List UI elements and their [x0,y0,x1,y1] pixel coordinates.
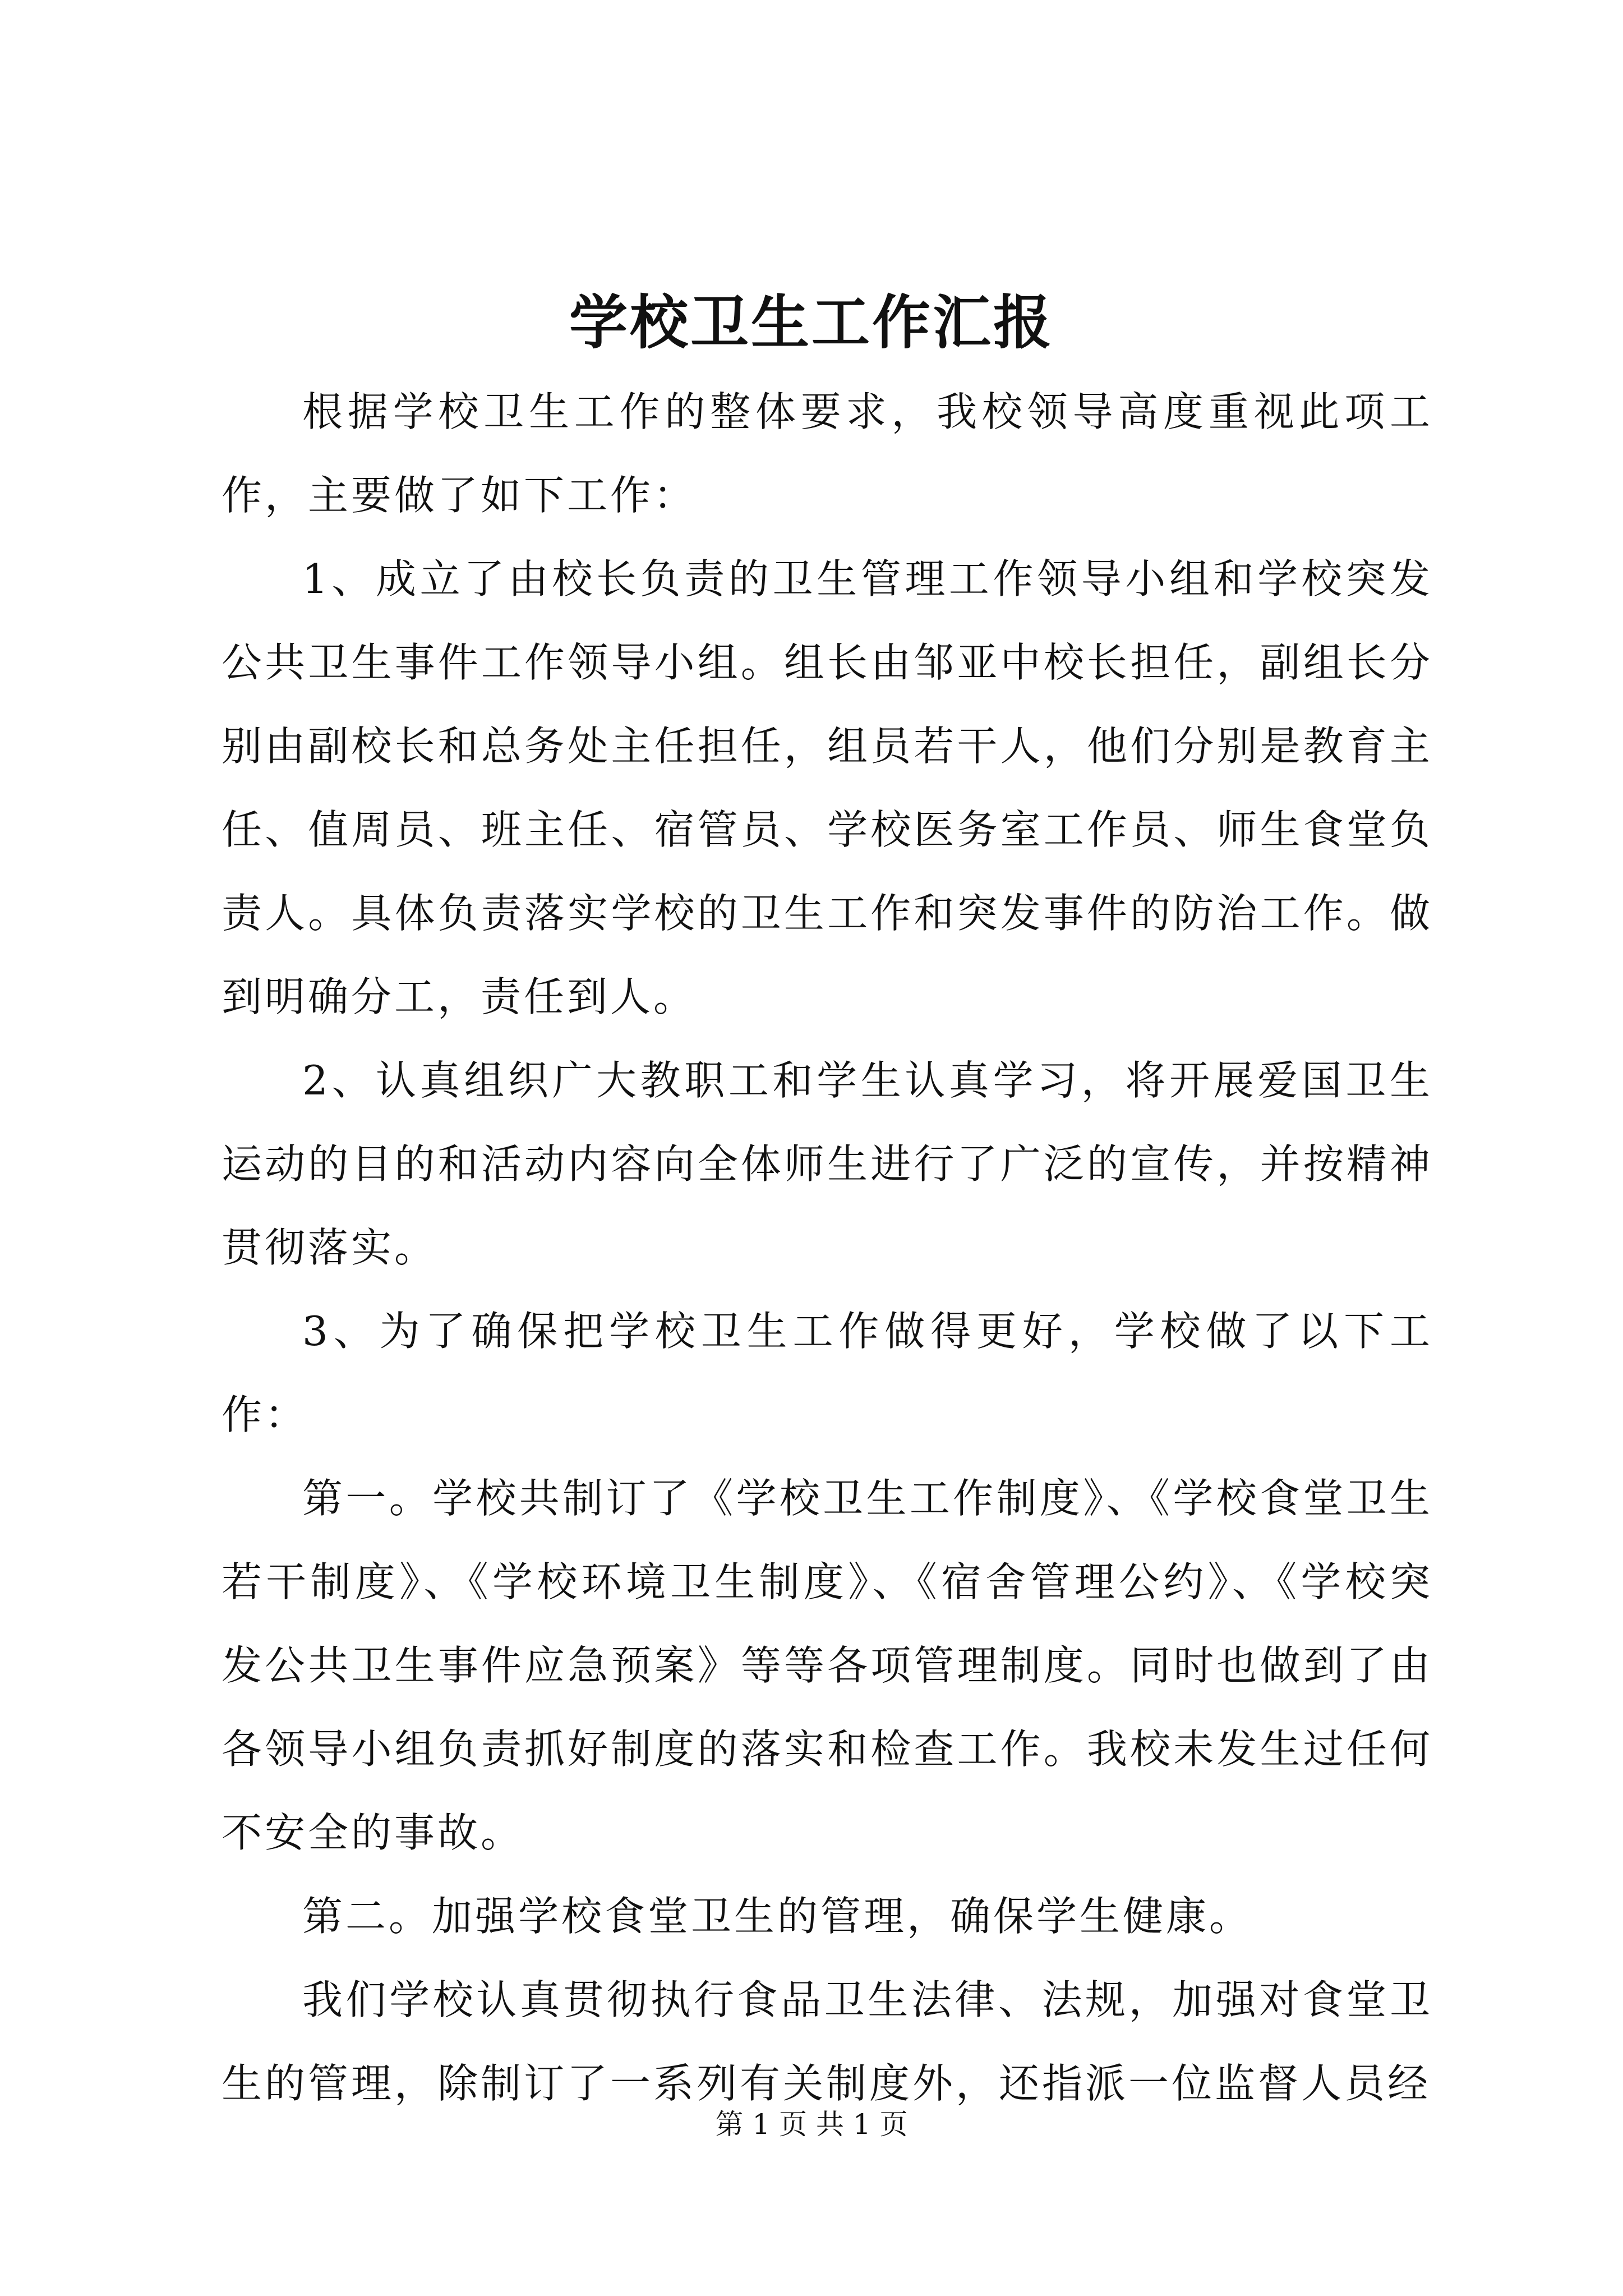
page-footer: 第 1 页 共 1 页 [715,2108,908,2141]
paragraph-intro: 根据学校卫生工作的整体要求，我校领导高度重视此项工作，主要做了如下工作： [222,388,1433,519]
paragraph-item-2: 2、认真组织广大教职工和学生认真学习，将开展爱国卫生运动的目的和活动内容向全体师生进行了广泛的宣传，并按精神贯彻落实。 [222,1057,1433,1271]
paragraph-item-1: 1、成立了由校长负责的卫生管理工作领导小组和学校突发公共卫生事件工作领导小组。组长由邹亚中校长担任，副组长分别由副校长和总务处主任担任，组员若干人，他们分别是教育主任、值周员、班主任、宿管员、学校医务室工作员、师生食堂负责人。具体负责落实学校的卫生工作和突发事件的防治工作。做到明确分工，责任到人。 [222,555,1433,1020]
document-title: 学校卫生工作汇报 [569,288,1054,357]
paragraph-second-measure: 第二。加强学校食堂卫生的管理，确保学生健康。 [302,1893,1253,1940]
paragraph-first-measure: 第一。学校共制订了《学校卫生工作制度》、《学校食堂卫生若干制度》、《学校环境卫生制度》、《宿舍管理公约》、《学校突发公共卫生事件应急预案》等等各项管理制度。同时也做到了由各领导小组负责抓好制度的落实和检查工作。我校未发生过任何不安全的事故。 [222,1475,1433,1856]
paragraph-item-3: 3、为了确保把学校卫生工作做得更好，学校做了以下工作： [222,1308,1433,1438]
document-body [222,370,1433,2125]
paragraph-canteen-management: 我们学校认真贯彻执行食品卫生法律、法规，加强对食堂卫生的管理，除制订了一系列有关制度外，还指派一位监督人员经 [222,1976,1433,2107]
